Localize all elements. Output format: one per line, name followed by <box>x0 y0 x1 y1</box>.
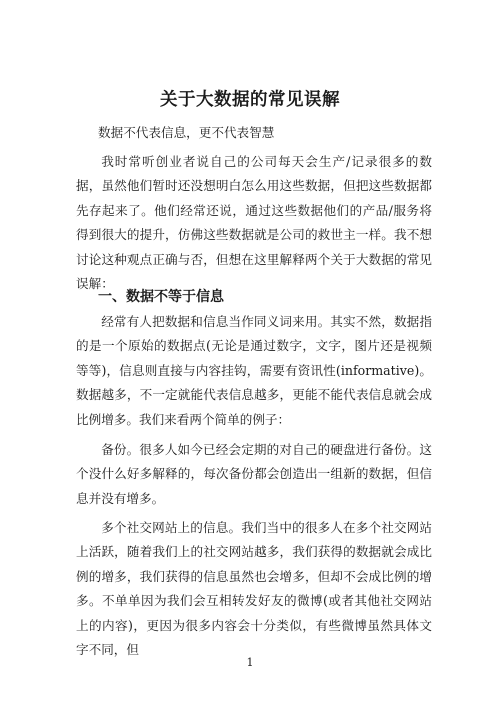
paragraph-text: 经常有人把数据和信息当作同义词来用。其实不然，数据指的是一个原始的数据点(无论是通过数字，文字，图片还是视频等等)，信息则直接与内容挂钩，需要有资讯性(informative)。数据越多，不一定就能代表信息越多，更能不能代表信息就会成比例增多。我们来看两个简单的例子： <box>76 314 432 427</box>
document-subtitle: 数据不代表信息，更不代表智慧 <box>98 125 275 140</box>
intro-text: 我时常听创业者说自己的公司每天会生产/记录很多的数据，虽然他们暂时还没想明白怎么用这些数据，但把这些数据都先存起来了。他们经常还说，通过这些数据他们的产品/服务将得到很大的提升，仿佛这些数据就是公司的救世主一样。我不想讨论这种观点正确与否，但想在这里解释两个关于大数据的常见误解： <box>76 154 432 292</box>
paragraph-social <box>76 516 432 662</box>
page-number: 1 <box>246 656 254 669</box>
intro-paragraph <box>76 150 432 296</box>
paragraph-definition <box>76 310 432 432</box>
paragraph-text: 备份。很多人如今已经会定期的对自己的硬盘进行备份。这个没什么好多解释的，每次备份都会创造出一组新的数据，但信息并没有增多。 <box>76 442 432 506</box>
document-title: 关于大数据的常见误解 <box>160 90 340 110</box>
section-heading: 一、数据不等于信息 <box>98 289 224 305</box>
paragraph-backup <box>76 438 432 511</box>
paragraph-text: 多个社交网站上的信息。我们当中的很多人在多个社交网站上活跃，随着我们上的社交网站越多，我们获得的数据就会成比例的增多，我们获得的信息虽然也会增多，但却不会成比例的增多。不单单因为我们会互相转发好友的微博(或者其他社交网站上的内容)，更因为很多内容会十分类似，有些微博虽然具体文字不同，但 <box>76 520 432 658</box>
